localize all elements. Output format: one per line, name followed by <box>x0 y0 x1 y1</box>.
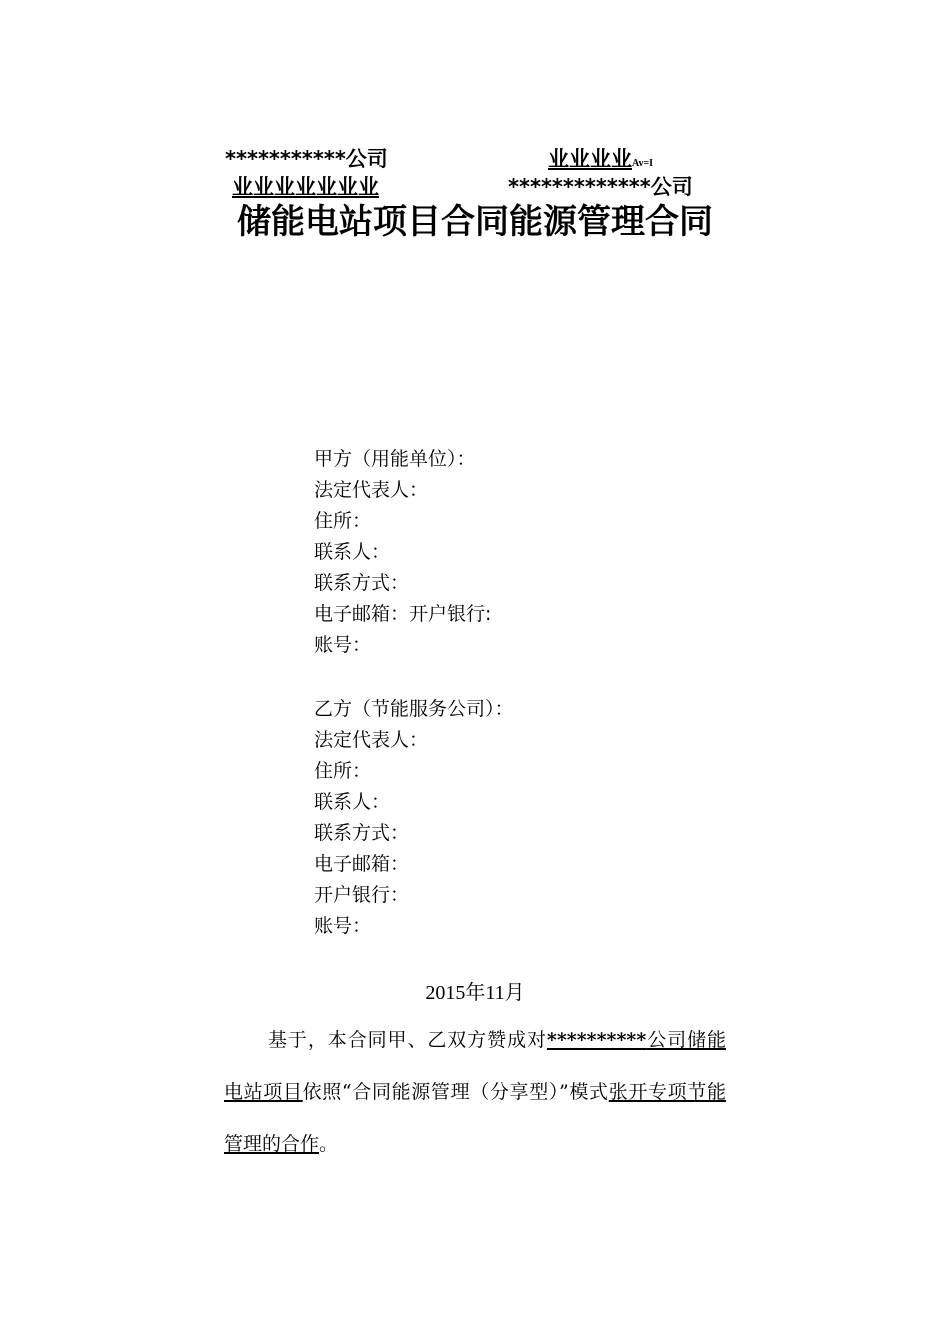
body-project-name: 公司储能电站项目 <box>224 1029 726 1103</box>
party-b-line: 电子邮箱： <box>314 853 410 875</box>
party-a-line: 住所： <box>314 510 372 532</box>
party-b-line: 法定代表人： <box>314 729 429 751</box>
body-paragraph <box>224 1014 726 1170</box>
party-b-line: 乙方（节能服务公司）： <box>314 698 514 720</box>
party-b-line: 开户银行： <box>314 884 410 906</box>
header-row1-right-text: 业业业业 <box>548 147 632 171</box>
document-title: 储能电站项目合同能源管理合同 <box>237 202 713 242</box>
party-b-line: 联系人： <box>314 791 391 813</box>
party-b-section <box>314 694 514 942</box>
party-b-line: 账号： <box>314 915 372 937</box>
party-a-line: 甲方（用能单位）： <box>314 448 476 470</box>
header-row2-left: 业业业业业业业 <box>232 175 379 199</box>
party-b-line: 住所： <box>314 760 372 782</box>
contract-date: 2015年11月 <box>425 982 525 1004</box>
header-row1-right-small: Av=I <box>632 158 654 169</box>
header-company-right: *************公司 <box>508 175 693 199</box>
party-a-line: 账号： <box>314 634 372 656</box>
body-text-2: 依照“合同能源管理（分享型）”模式 <box>302 1081 609 1103</box>
party-a-line: 联系方式： <box>314 572 410 594</box>
party-a-line: 联系人： <box>314 541 391 563</box>
party-a-line: 法定代表人： <box>314 479 429 501</box>
header-company-left: ***********公司 <box>225 147 388 171</box>
header-row1-right <box>548 146 653 177</box>
body-period: 。 <box>319 1133 339 1155</box>
party-a-section <box>314 444 491 661</box>
body-text-1: 基于，本合同甲、乙双方赞成对 <box>268 1029 547 1051</box>
party-b-line: 联系方式： <box>314 822 410 844</box>
body-cooperation: 张开专项节能管理的合作 <box>224 1081 726 1155</box>
party-a-line: 电子邮箱：开户银行: <box>314 603 492 625</box>
body-masked-company: ********** <box>546 1029 647 1051</box>
